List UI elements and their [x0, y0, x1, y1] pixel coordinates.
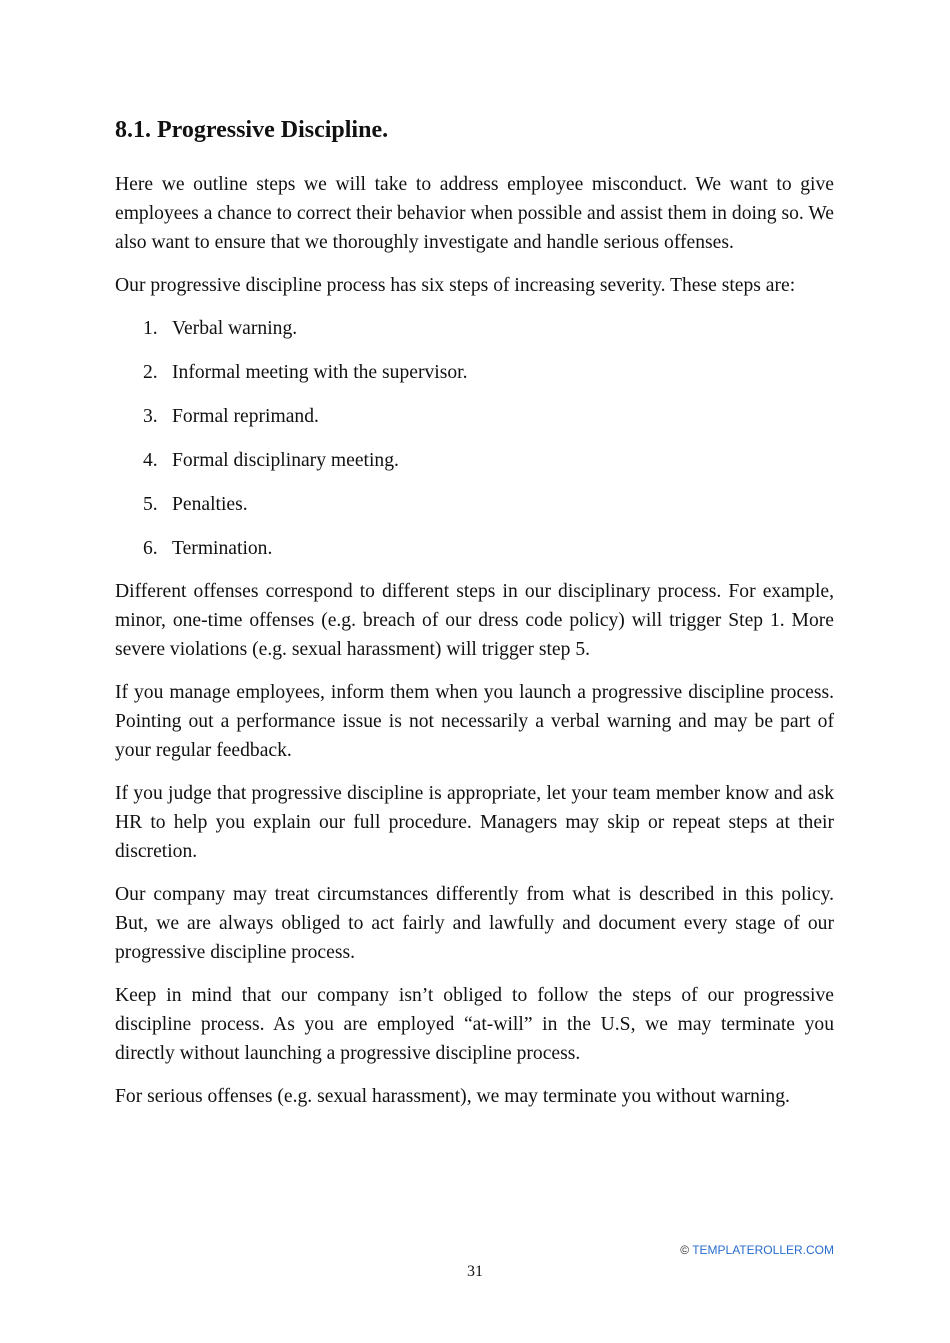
body-paragraph: If you manage employees, inform them when you launch a progressive discipline process. Pointing out a performance issue is not necessarily a verbal warning and may be part of your regular feedback. — [115, 682, 834, 761]
list-item-text: Formal reprimand. — [172, 406, 319, 427]
list-item-text: Termination. — [172, 538, 273, 559]
list-item — [115, 358, 834, 387]
copyright-icon: © — [680, 1243, 690, 1257]
list-item-number: 4. — [143, 450, 158, 471]
list-item — [115, 314, 834, 343]
footer-credit — [680, 1242, 834, 1258]
section-title: 8.1. Progressive Discipline. — [115, 117, 389, 143]
discipline-steps-list — [115, 314, 834, 563]
body-paragraph: Our company may treat circumstances differently from what is described in this policy. But, we are always obliged to act fairly and lawfully and document every stage of our progressive discipline process. — [115, 884, 834, 963]
list-item — [115, 402, 834, 431]
list-item — [115, 446, 834, 475]
list-item-number: 2. — [143, 362, 158, 383]
body-paragraph: Keep in mind that our company isn’t obliged to follow the steps of our progressive discipline process. As you are employed “at-will” in the U.S, we may terminate you directly without launching a progressive discipline process. — [115, 985, 834, 1064]
list-item-number: 3. — [143, 406, 158, 427]
brand-link[interactable]: TEMPLATEROLLER.COM — [692, 1243, 834, 1257]
list-item-text: Penalties. — [172, 494, 248, 515]
list-item-number: 1. — [143, 318, 158, 339]
list-item-number: 6. — [143, 538, 158, 559]
intro-paragraph: Our progressive discipline process has six steps of increasing severity. These steps are: — [115, 275, 796, 296]
list-item-text: Informal meeting with the supervisor. — [172, 362, 468, 383]
list-item — [115, 534, 834, 563]
page-content — [115, 112, 834, 1125]
list-item — [115, 490, 834, 519]
body-paragraph: If you judge that progressive discipline is appropriate, let your team member know and ask HR to help you explain our full procedure. Managers may skip or repeat steps at their discretion. — [115, 783, 834, 862]
list-item-text: Verbal warning. — [172, 318, 298, 339]
list-item-text: Formal disciplinary meeting. — [172, 450, 399, 471]
intro-paragraph: Here we outline steps we will take to address employee misconduct. We want to give employees a chance to correct their behavior when possible and assist them in doing so. We also want to ensure that we thoroughly investigate and handle serious offenses. — [115, 174, 834, 253]
list-item-number: 5. — [143, 494, 158, 515]
body-paragraph: For serious offenses (e.g. sexual harassment), we may terminate you without warning. — [115, 1086, 790, 1107]
page-number: 31 — [467, 1263, 483, 1280]
body-paragraph: Different offenses correspond to different steps in our disciplinary process. For example, minor, one-time offenses (e.g. breach of our dress code policy) will trigger Step 1. More severe violations (e.g. sexual harassment) will trigger step 5. — [115, 581, 834, 660]
